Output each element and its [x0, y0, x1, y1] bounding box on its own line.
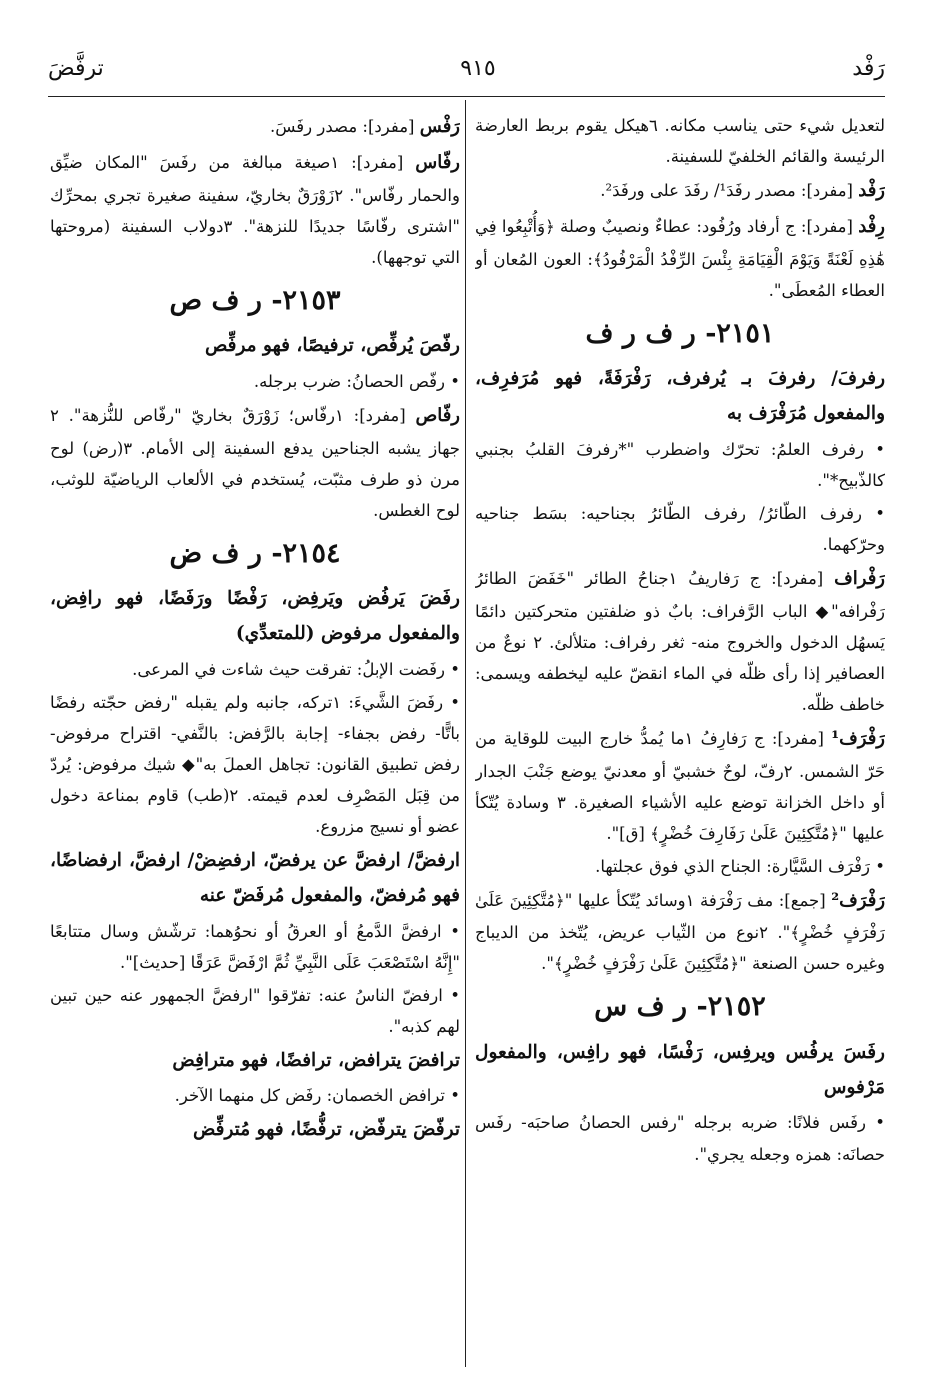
usage-example: • رَفْرَف السَّيَّارة: الجناح الذي فوق عجلتها. — [595, 856, 885, 876]
running-head-last-word: ترفَّضَ — [48, 55, 104, 81]
usage-example: • ترافض الخصمان: رفَض كل منهما الآخر. — [174, 1086, 460, 1106]
entry-definition: [جمع]: مف رَفْرَفة ١وسائد يُتّكأ عليها "﴿مُتَّكِئِينَ عَلَىٰ رَفْرَفٍ خُضْرٍ﴾". ٢نوع من الثّياب عريض، يُتّخذ من الديباج وغيره حسن الصنعة "﴿مُتَّكِئِينَ عَلَىٰ رَفْرَفٍ خُضْرٍ﴾". — [475, 890, 885, 974]
page-number: ٩١٥ — [460, 55, 496, 81]
running-head-first-word: رَفْد — [852, 55, 885, 81]
running-head — [48, 48, 885, 88]
entry-definition: [مفرد]: ١رفّاس؛ زَوْرَقٌ بخاريّ "رفّاص للنُّزهة". ٢ جهاز يشبه الجناحين يدفع السفينة إلى الأمام. ٣(رض) لوح مرن ذو طرف مثبّت، يُستخدم في الألعاب الرياضيّة للوثب، لوح الغطس. — [50, 405, 460, 520]
dictionary-entry — [50, 146, 460, 273]
entry-headword: رَفْراف — [834, 567, 885, 589]
verb-conjugation-line: ترفّضَ يترفّض، ترفُّضًا، فهو مُترفِّض — [192, 1119, 460, 1141]
verb-conjugation-line: رفّصَ يُرفِّص، ترفيصًا، فهو مرفِّص — [204, 335, 460, 357]
verb-conjugation-line: رفَسَ يرفُس ويرفِس، رَفْسًا، فهو رافِس، والمفعول مَرْفوس — [475, 1041, 885, 1098]
entry-definition: [مفرد]: مصدر رفَدَ¹/ رفَدَ على ورفَدَ². — [600, 181, 853, 201]
dictionary-entry — [475, 210, 885, 306]
usage-example: • رفّص الحصانُ: ضرب برجله. — [253, 371, 460, 391]
entry-definition: [مفرد]: ج رَفارِفُ ١ما يُمدُّ خارج البيت للوقاية من حَرّ الشمس. ٢رفّ، لوحٌ خشبيّ أو معدنيّ يوضع جَنْبَ الجدار أو داخل الخزانة توضع عليه الأشياء الصغيرة. ٣ وسادة يُتّكأ عليها "﴿مُتَّكِئِينَ عَلَىٰ رَفَارِفَ خُضْرٍ﴾ [ق]". — [475, 728, 885, 843]
usage-example: • رفَضت الإبلُ: تفرقت حيث شاءت في المرعى. — [132, 659, 460, 679]
usage-example: • رفرف الطّائرُ/ رفرف الطّائرُ بجناحيه: بسَط جناحيه وحرّكهما. — [475, 503, 885, 554]
root-heading: ٢١٥١- ر ف ر ف — [585, 317, 775, 349]
right-column — [475, 110, 885, 1365]
entry-definition: [مفرد]: ج أرفاد ورُفُود: عطاءٌ ونصيبٌ وصلة ﴿وَأُتْبِعُوا فِي هَٰذِهِ لَعْنَةً وَيَوْمَ الْقِيَامَةِ بِئْسَ الرِّفْدُ الْمَرْفُودُ﴾: العون المُعان أو العطاء المُعطَى". — [475, 216, 885, 300]
entry-headword: رَفْرَف¹ — [831, 727, 885, 749]
usage-example: • رفَضَ الشَّيءَ: ١تركه، جانبه ولم يقبله "رفض حجّته رفضًا باتًّا- رفض بجفاء- إجابة بالرَّفض: بالنَّفي- اقتراح مرفوض- رفض تطبيق القانون: تجاهل العملَ به"◆ شيك مرفوض: يُردّ من قِبَل المَصْرِف لعدم قيمته. ٢(طب) قاوم بمناعة دخول عضو أو نسيج مزروع. — [50, 692, 460, 836]
verb-conjugation-line: رفَضَ يَرفُض ويَرفِض، رَفْضًا ورَفَضًا، فهو رافِض، والمفعول مرفوض (للمتعدِّي) — [50, 588, 460, 645]
dictionary-entry — [475, 562, 885, 720]
root-heading: ٢١٥٤- ر ف ض — [169, 537, 341, 569]
verb-conjugation-line: ارفضَّ/ ارفضَّ عن يرفضّ، ارفضِضْ/ ارفضَّ، ارفضاضًا، فهو مُرفضّ، والمفعول مُرفَضّ عنه — [50, 849, 460, 906]
usage-example: • رفرف العلمُ: تحرّك واضطرب "*رفرفَ القلبُ بجنبي كالذّبيح*". — [475, 439, 885, 490]
root-heading: ٢١٥٢- ر ف س — [594, 991, 766, 1023]
dictionary-entry — [475, 884, 885, 980]
verb-conjugation-line: رفرفَ/ رفرفَ بـ يُرفرف، رَفْرَفَةً، فهو مُرَفرِف، والمفعول مُرَفْرَف به — [475, 368, 885, 424]
entry-definition: [مفرد]: مصدر رفَسَ. — [270, 117, 415, 136]
header-rule — [48, 96, 885, 97]
dictionary-entry — [50, 399, 460, 526]
dictionary-entry — [475, 174, 885, 208]
usage-example: • ارفضّ الناسُ عنه: تفرّقوا "ارفضَّ الجمهور عنه حين تبين لهم كذبه". — [50, 985, 460, 1036]
entry-definition: [مفرد]: ١صيغة مبالغة من رفَسَ "المكان ضيِّق والحمار رفّاس". ٢زَوْرَقٌ بخاريّ، سفينة صغيرة تجري بمحرِّك "اشترى رفّاسًا جديدًا للنزهة". ٣دولاب السفينة (مروحتها التي توجهها). — [50, 152, 460, 267]
entry-headword: رَفْس — [419, 116, 460, 137]
entry-headword: رِفْد — [858, 215, 885, 237]
continued-text: لتعديل شيء حتى يناسب مكانه. ٦هيكل يقوم بربط العارضة الرئيسة والقائم الخلفيّ للسفينة. — [475, 116, 885, 167]
usage-example: • ارفضَّ الدَّمعُ أو العرقُ أو نحوُهما: ترشّش وسال متتابعًا "إِنَّهُ اسْتَصْعَبَ عَلَى النَّبِيِّ ثُمَّ ارْفَضَّ عَرَقًا [حديث]". — [50, 921, 460, 972]
entry-headword: رَفْرَف² — [831, 889, 885, 911]
entry-headword: رَفْد — [858, 180, 885, 202]
usage-example: • رفَس فلانًا: ضربه برجله "رفس الحصانُ صاحبَه- رفَس حصانَه: همزه وجعله يجري". — [475, 1113, 885, 1164]
column-divider — [465, 100, 466, 1367]
dictionary-entry — [475, 722, 885, 849]
left-column — [50, 110, 460, 1365]
entry-headword: رفّاس — [415, 151, 460, 173]
dictionary-entry — [50, 110, 460, 144]
entry-definition: [مفرد]: ج رَفاريفُ ١جناحُ الطائر "خَفَضَ الطائرُ رَفْرافه"◆ الباب الرَّفراف: بابٌ ذو ضلفتين متحركتين دائمًا يَسهُل الدخول والخروج منه- ثغر رفراف: متلألئ. ٢ نوعٌ من العصافير إذا رأى ظلّه في الماء انقضّ عليه ليخطفه ويسمى: خاطف ظلّه. — [475, 568, 885, 714]
verb-conjugation-line: ترافضَ يترافض، ترافضًا، فهو مترافِض — [172, 1049, 460, 1071]
root-heading: ٢١٥٣- ر ف ص — [169, 284, 341, 316]
entry-headword: رفّاص — [415, 404, 460, 426]
